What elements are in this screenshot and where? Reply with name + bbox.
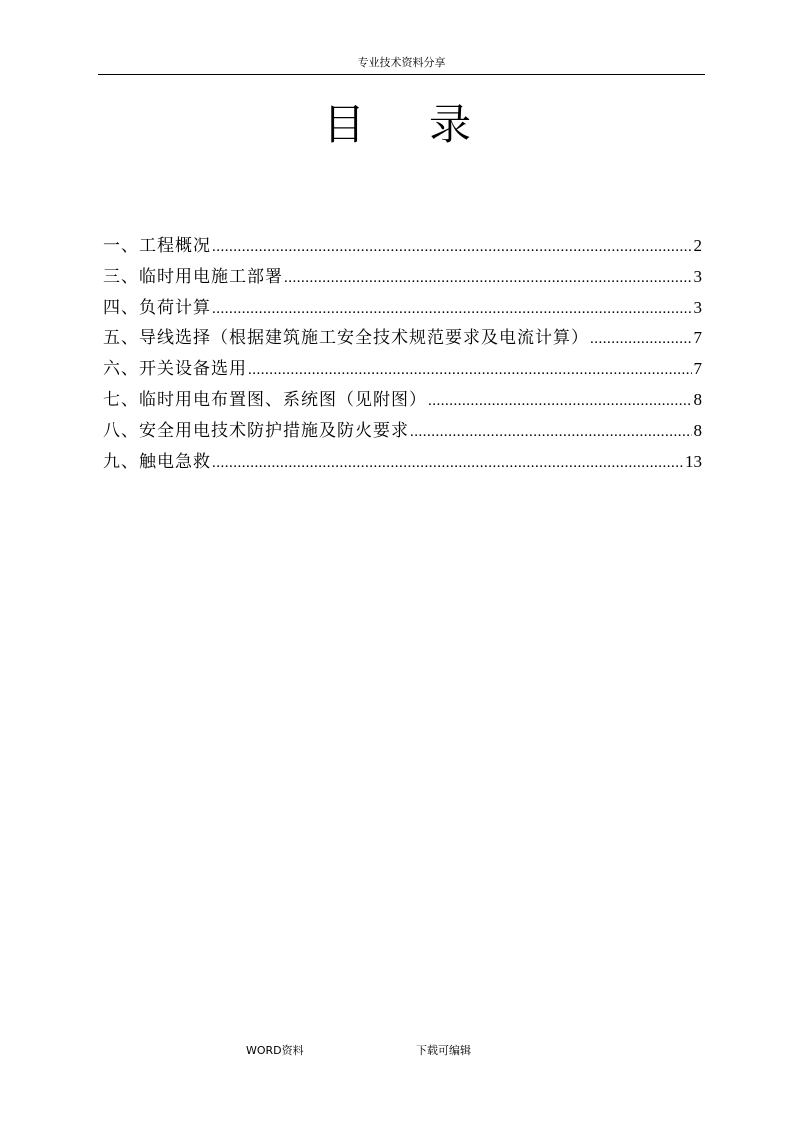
toc-leader-dots [248,355,692,385]
toc-entry-label: 四、负荷计算 [103,297,211,318]
toc-entry-page: 13 [685,451,702,471]
toc-entry[interactable] [103,231,702,262]
footer-right-text: 下载可编辑 [416,1044,471,1057]
toc-leader-dots [284,263,692,293]
toc-leader-dots [212,232,692,262]
toc-entry-page: 7 [693,328,702,348]
toc-leader-dots [428,386,692,416]
toc-entry-page: 2 [693,236,702,255]
toc-entry[interactable] [103,293,702,324]
toc-entry-label: 五、导线选择（根据建筑施工安全技术规范要求及电流计算） [103,328,589,349]
toc-entry-label: 三、临时用电施工部署 [103,266,283,287]
page-title: 目录 [322,100,535,149]
toc-entry-label: 八、安全用电技术防护措施及防火要求 [103,420,409,441]
toc-leader-dots [212,448,683,478]
page-header: 专业技术资料分享 [357,56,446,69]
footer-left-text: WORD资料 [246,1044,304,1057]
header-rule [98,74,705,75]
toc-entry-label: 九、触电急救 [103,451,211,472]
toc-entry-page: 3 [693,297,702,317]
toc-leader-dots [212,294,692,324]
toc-entry-label: 一、工程概况 [103,236,211,256]
toc-entry[interactable] [103,416,702,447]
toc-entry[interactable] [103,262,702,293]
toc-entry[interactable] [103,385,702,416]
toc-leader-dots [410,417,692,447]
toc-entry-page: 3 [693,266,702,286]
toc-entry[interactable] [103,323,702,354]
toc-entry-page: 8 [693,389,702,409]
toc-entry-page: 7 [693,359,702,379]
toc-entry-label: 七、临时用电布置图、系统图（见附图） [103,389,427,410]
toc-leader-dots [590,324,692,354]
toc-entry-page: 8 [693,420,702,440]
toc-entry[interactable] [103,354,702,385]
table-of-contents [103,231,702,477]
toc-entry[interactable] [103,447,702,478]
toc-entry-label: 六、开关设备选用 [103,359,247,380]
